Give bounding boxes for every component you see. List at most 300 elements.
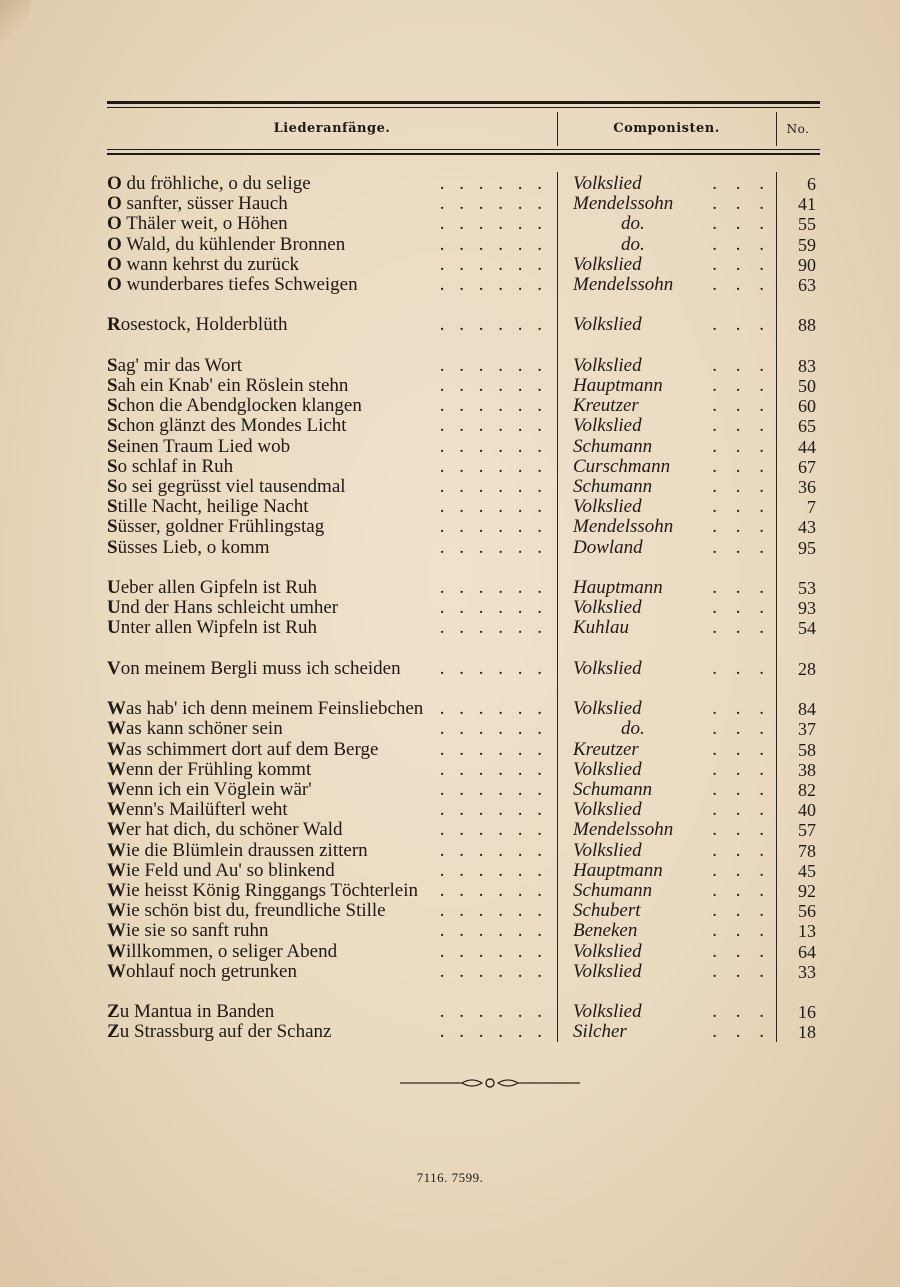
song-number: 44 [798, 436, 816, 457]
song-number: 54 [798, 618, 816, 639]
song-beginning [107, 881, 547, 901]
initial-letter: O [107, 194, 122, 215]
song-number: 13 [798, 921, 816, 942]
table-row [0, 740, 900, 760]
composer-name: Mendelssohn [573, 820, 674, 841]
song-beginning-text: Wald, du kühlender Bronnen [121, 234, 346, 255]
table-row [0, 1022, 900, 1042]
composer-name: Volkslied [573, 254, 642, 275]
song-beginning-text: as hab' ich denn meinem Feinsliebchen [126, 699, 424, 720]
dot-leader: . . . . . . [439, 234, 547, 255]
initial-letter: Z [107, 1022, 120, 1043]
composer-name: Volkslied [573, 941, 642, 962]
column-header-song-beginnings: Liederanfänge. [273, 121, 391, 136]
composer-name: Hauptmann [573, 376, 663, 396]
song-number: 60 [798, 396, 816, 417]
top-rule-thin [107, 107, 820, 108]
table-row [0, 598, 900, 618]
table-row [0, 477, 900, 497]
composer [573, 1022, 773, 1042]
composer [573, 396, 773, 416]
song-beginning-text: enn der Frühling kommt [126, 759, 312, 780]
dot-leader: . . . [712, 840, 771, 861]
dot-leader: . . . [712, 901, 771, 922]
initial-letter: W [107, 759, 126, 780]
composer [573, 497, 773, 517]
dot-leader: . . . . . . [439, 961, 547, 982]
dot-leader: . . . . . . [439, 578, 547, 598]
initial-letter: U [107, 618, 121, 639]
song-beginning-text: o schlaf in Ruh [117, 456, 234, 477]
song-number: 64 [798, 941, 816, 962]
composer-name: Hauptmann [573, 860, 663, 881]
dot-leader: . . . [712, 537, 771, 558]
song-number: 83 [798, 355, 816, 376]
dot-leader: . . . [712, 517, 771, 538]
song-beginning-text: du fröhliche, o du selige [121, 174, 311, 194]
song-beginning-text: eber allen Gipfeln ist Ruh [120, 578, 318, 598]
table-row [0, 820, 900, 840]
initial-letter: W [107, 800, 126, 821]
song-beginning-text: o sei gegrüsst viel tausendmal [117, 477, 346, 497]
composer [573, 659, 773, 679]
composer-name: Schumann [573, 881, 653, 901]
dot-leader: . . . . . . [439, 699, 547, 720]
composer-name: Volkslied [573, 961, 642, 982]
dot-leader: . . . [712, 921, 771, 942]
song-beginning-text: üsser, goldner Frühlingstag [117, 517, 325, 538]
composer-name: Kreutzer [573, 396, 639, 417]
song-number: 67 [798, 456, 816, 477]
dot-leader: . . . [712, 759, 771, 780]
song-beginning-text: ah ein Knab' ein Röslein stehn [117, 376, 349, 396]
song-number: 50 [798, 376, 816, 396]
composer [573, 780, 773, 800]
initial-letter: W [107, 780, 126, 800]
song-beginning [107, 841, 547, 861]
dot-leader: . . . [712, 214, 771, 235]
song-beginning [107, 275, 547, 295]
composer [573, 598, 773, 618]
song-beginning [107, 174, 547, 194]
table-row [0, 780, 900, 800]
song-number: 93 [798, 598, 816, 619]
composer [573, 174, 773, 194]
song-beginning [107, 538, 547, 558]
dot-leader: . . . . . . [439, 194, 547, 215]
song-number: 18 [798, 1022, 816, 1043]
composer [573, 376, 773, 396]
song-beginning-text: u Mantua in Banden [119, 1002, 275, 1023]
dot-leader: . . . . . . [439, 517, 547, 538]
composer [573, 861, 773, 881]
song-beginning-text: nter allen Wipfeln ist Ruh [120, 618, 317, 639]
initial-letter: S [107, 477, 118, 497]
composer [573, 800, 773, 820]
initial-letter: S [107, 355, 118, 376]
initial-letter: S [107, 497, 118, 518]
song-number: 82 [798, 780, 816, 800]
composer-name: Volkslied [573, 699, 642, 720]
song-beginning [107, 416, 547, 436]
composer-name: Volkslied [573, 315, 642, 336]
table-row [0, 760, 900, 780]
initial-letter: S [107, 376, 118, 396]
dot-leader: . . . . . . [439, 537, 547, 558]
table-row [0, 841, 900, 861]
song-beginning-text: wunderbares tiefes Schweigen [121, 275, 358, 295]
composer-name: Volkslied [573, 840, 642, 861]
song-number: 65 [798, 416, 816, 437]
composer-name: Schumann [573, 436, 653, 457]
dot-leader: . . . [712, 1002, 771, 1023]
dot-leader: . . . [712, 699, 771, 720]
song-beginning [107, 376, 547, 396]
song-beginning-text: ie heisst König Ringgangs Töchterlein [126, 881, 418, 901]
dot-leader: . . . [712, 961, 771, 982]
song-beginning-text: nd der Hans schleicht umher [120, 598, 339, 619]
composer [573, 618, 773, 638]
initial-letter: W [107, 941, 126, 962]
song-number: 57 [798, 820, 816, 841]
composer-name: Dowland [573, 537, 643, 558]
dot-leader: . . . . . . [439, 376, 547, 396]
dot-leader: . . . . . . [439, 759, 547, 780]
initial-letter: W [107, 699, 126, 720]
song-beginning-text: tille Nacht, heilige Nacht [117, 497, 309, 518]
song-number: 43 [798, 517, 816, 538]
dot-leader: . . . [712, 275, 771, 295]
song-beginning [107, 740, 547, 760]
song-beginning [107, 1022, 547, 1042]
table-row [0, 881, 900, 901]
table-row [0, 376, 900, 396]
song-beginning [107, 517, 547, 537]
song-number: 95 [798, 537, 816, 558]
table-row [0, 538, 900, 558]
dot-leader: . . . [712, 780, 771, 800]
song-beginning-text: osestock, Holderblüth [120, 315, 288, 336]
song-number: 63 [798, 275, 816, 295]
song-beginning [107, 861, 547, 881]
composer-name: do. [621, 214, 645, 235]
composer-name: Hauptmann [573, 578, 663, 598]
dot-leader: . . . [712, 355, 771, 376]
song-number: 90 [798, 254, 816, 275]
song-number: 40 [798, 800, 816, 821]
table-row [0, 517, 900, 537]
dot-leader: . . . [712, 719, 771, 740]
song-beginning [107, 901, 547, 921]
song-beginning-text: einen Traum Lied wob [117, 436, 291, 457]
song-beginning [107, 760, 547, 780]
composer-name: do. [621, 234, 645, 255]
song-beginning [107, 235, 547, 255]
dot-leader: . . . [712, 860, 771, 881]
song-number: 88 [798, 315, 816, 336]
composer-name: Beneken [573, 921, 638, 942]
initial-letter: S [107, 456, 118, 477]
column-header-composers: Componisten. [613, 121, 720, 136]
composer [573, 719, 773, 739]
dot-leader: . . . . . . [439, 214, 547, 235]
initial-letter: O [107, 214, 122, 235]
dot-leader: . . . [712, 497, 771, 518]
composer [573, 962, 773, 982]
song-beginning-text: as kann schöner sein [126, 719, 283, 740]
dot-leader: . . . . . . [439, 497, 547, 518]
dot-leader: . . . . . . [439, 820, 547, 841]
composer-name: Volkslied [573, 800, 642, 821]
dot-leader: . . . [712, 578, 771, 598]
dot-leader: . . . [712, 456, 771, 477]
dot-leader: . . . . . . [439, 254, 547, 275]
table-row [0, 962, 900, 982]
composer-name: Volkslied [573, 416, 642, 437]
composer [573, 235, 773, 255]
dot-leader: . . . [712, 618, 771, 639]
song-beginning [107, 1002, 547, 1022]
dot-leader: . . . [712, 598, 771, 619]
dot-leader: . . . . . . [439, 275, 547, 295]
composer [573, 820, 773, 840]
dot-leader: . . . . . . [439, 860, 547, 881]
song-beginning [107, 699, 547, 719]
composer-name: Mendelssohn [573, 194, 674, 215]
song-number: 45 [798, 860, 816, 881]
song-beginning-text: illkommen, o seliger Abend [126, 941, 338, 962]
composer [573, 457, 773, 477]
table-row [0, 356, 900, 376]
dot-leader: . . . [712, 254, 771, 275]
composer [573, 901, 773, 921]
initial-letter: W [107, 820, 126, 841]
dot-leader: . . . [712, 315, 771, 336]
song-beginning-text: wann kehrst du zurück [121, 254, 300, 275]
song-beginning-text: ie schön bist du, freundliche Stille [126, 901, 386, 922]
initial-letter: O [107, 174, 122, 194]
song-beginning [107, 255, 547, 275]
song-number: 59 [798, 234, 816, 255]
initial-letter: W [107, 881, 126, 901]
table-row [0, 618, 900, 638]
dot-leader: . . . . . . [439, 456, 547, 477]
song-number: 55 [798, 214, 816, 235]
composer [573, 477, 773, 497]
song-beginning-text: ie Feld und Au' so blinkend [126, 860, 335, 881]
composer [573, 578, 773, 598]
dot-leader: . . . [712, 396, 771, 417]
header-rule-thin [107, 149, 820, 150]
initial-letter: S [107, 416, 118, 437]
song-number: 38 [798, 759, 816, 780]
dot-leader: . . . [712, 1022, 771, 1043]
dot-leader: . . . . . . [439, 396, 547, 417]
composer [573, 881, 773, 901]
song-beginning [107, 578, 547, 598]
song-beginning [107, 659, 547, 679]
composer-name: Schumann [573, 780, 653, 800]
dot-leader: . . . . . . [439, 174, 547, 194]
song-number: 28 [798, 658, 816, 679]
song-beginning-text: chon glänzt des Mondes Licht [117, 416, 347, 437]
dot-leader: . . . [712, 881, 771, 901]
dot-leader: . . . [712, 941, 771, 962]
song-beginning-text: Thäler weit, o Höhen [121, 214, 288, 235]
dot-leader: . . . . . . [439, 921, 547, 942]
composer [573, 1002, 773, 1022]
table-row [0, 396, 900, 416]
song-beginning [107, 719, 547, 739]
table-row [0, 497, 900, 517]
dot-leader: . . . [712, 376, 771, 396]
table-row [0, 255, 900, 275]
dot-leader: . . . . . . [439, 416, 547, 437]
table-row [0, 861, 900, 881]
composer-name: Volkslied [573, 598, 642, 619]
song-beginning [107, 457, 547, 477]
song-number: 58 [798, 739, 816, 760]
dot-leader: . . . . . . [439, 1022, 547, 1043]
page-corner-fold [0, 0, 30, 40]
composer [573, 255, 773, 275]
header-rule-thick [107, 153, 820, 155]
song-beginning [107, 962, 547, 982]
composer-name: Volkslied [573, 658, 642, 679]
initial-letter: W [107, 840, 126, 861]
dot-leader: . . . [712, 234, 771, 255]
song-number: 7 [807, 497, 816, 518]
song-number: 84 [798, 699, 816, 720]
composer [573, 194, 773, 214]
song-beginning-text: as schimmert dort auf dem Berge [126, 739, 379, 760]
song-beginning-text: üsses Lieb, o komm [117, 537, 270, 558]
plate-numbers: 7116. 7599. [416, 1170, 484, 1185]
song-beginning-text: er hat dich, du schöner Wald [126, 820, 343, 841]
initial-letter: W [107, 719, 126, 740]
table-row [0, 214, 900, 234]
composer [573, 214, 773, 234]
table-row [0, 437, 900, 457]
dot-leader: . . . [712, 739, 771, 760]
song-beginning [107, 356, 547, 376]
dot-leader: . . . . . . [439, 618, 547, 639]
dot-leader: . . . . . . [439, 436, 547, 457]
composer-name: Mendelssohn [573, 275, 674, 295]
top-rule-thick [107, 101, 820, 104]
composer-name: Volkslied [573, 759, 642, 780]
song-beginning [107, 214, 547, 234]
composer-name: Schumann [573, 477, 653, 497]
header-divider-2 [776, 112, 777, 146]
dot-leader: . . . . . . [439, 739, 547, 760]
song-beginning [107, 194, 547, 214]
header-divider-1 [557, 112, 558, 146]
initial-letter: O [107, 234, 122, 255]
initial-letter: W [107, 901, 126, 922]
table-row [0, 699, 900, 719]
song-number: 41 [798, 194, 816, 215]
column-header-number: No. [786, 122, 810, 136]
song-beginning [107, 942, 547, 962]
table-row [0, 174, 900, 194]
initial-letter: W [107, 921, 126, 942]
song-number: 37 [798, 719, 816, 740]
song-beginning-text: enn's Mailüfterl weht [126, 800, 288, 821]
composer [573, 538, 773, 558]
initial-letter: V [107, 658, 121, 679]
ornament-divider [400, 1075, 580, 1091]
song-beginning-text: on meinem Bergli muss ich scheiden [120, 658, 401, 679]
table-row [0, 457, 900, 477]
table-row [0, 194, 900, 214]
song-beginning-text: ie sie so sanft ruhn [126, 921, 269, 942]
composer [573, 699, 773, 719]
song-beginning-text: ag' mir das Wort [117, 355, 243, 376]
dot-leader: . . . [712, 416, 771, 437]
dot-leader: . . . . . . [439, 901, 547, 922]
song-number: 53 [798, 578, 816, 598]
song-beginning-text: u Strassburg auf der Schanz [119, 1022, 332, 1043]
table-row [0, 275, 900, 295]
composer-name: Kreutzer [573, 739, 639, 760]
table-row [0, 942, 900, 962]
composer-name: Silcher [573, 1022, 627, 1043]
song-beginning-text: ie die Blümlein draussen zittern [126, 840, 368, 861]
song-number: 6 [807, 174, 816, 194]
song-number: 56 [798, 901, 816, 922]
song-beginning [107, 396, 547, 416]
initial-letter: W [107, 860, 126, 881]
initial-letter: R [107, 315, 121, 336]
dot-leader: . . . . . . [439, 941, 547, 962]
dot-leader: . . . . . . [439, 719, 547, 740]
table-row [0, 1002, 900, 1022]
initial-letter: U [107, 578, 121, 598]
dot-leader: . . . [712, 658, 771, 679]
composer-name: Volkslied [573, 497, 642, 518]
dot-leader: . . . . . . [439, 1002, 547, 1023]
dot-leader: . . . [712, 477, 771, 497]
dot-leader: . . . [712, 436, 771, 457]
song-beginning-text: ohlauf noch getrunken [126, 961, 297, 982]
song-beginning [107, 618, 547, 638]
initial-letter: U [107, 598, 121, 619]
song-number: 36 [798, 477, 816, 497]
table-row [0, 719, 900, 739]
table-row [0, 800, 900, 820]
composer-name: Volkslied [573, 174, 642, 194]
composer-name: Volkslied [573, 1002, 642, 1023]
initial-letter: S [107, 537, 118, 558]
dot-leader: . . . [712, 800, 771, 821]
dot-leader: . . . . . . [439, 780, 547, 800]
composer [573, 416, 773, 436]
table-row [0, 416, 900, 436]
initial-letter: W [107, 739, 126, 760]
dot-leader: . . . . . . [439, 355, 547, 376]
dot-leader: . . . . . . [439, 881, 547, 901]
song-beginning-text: sanfter, süsser Hauch [121, 194, 288, 215]
song-beginning [107, 598, 547, 618]
composer [573, 437, 773, 457]
song-beginning-text: chon die Abendglocken klangen [117, 396, 362, 417]
song-beginning [107, 921, 547, 941]
table-row [0, 901, 900, 921]
song-beginning [107, 315, 547, 335]
dot-leader: . . . . . . [439, 598, 547, 619]
dot-leader: . . . . . . [439, 315, 547, 336]
